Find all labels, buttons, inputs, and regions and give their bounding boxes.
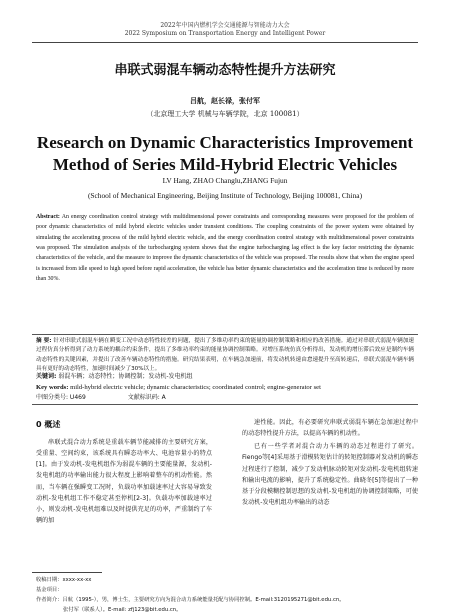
footnote-corresponding: 张付军（联系人）。E-mail: zfj123@bit.edu.cn。 bbox=[63, 607, 182, 613]
conference-name-en: 2022 Symposium on Transportation Energy and Intelligent Power bbox=[124, 30, 326, 37]
abstract-divider bbox=[32, 334, 418, 335]
title-en-line-1: Research on Dynamic Characteristics Improvement bbox=[36, 133, 414, 152]
title-en-line-2: Method of Series Mild-Hybrid Electric Vehicles bbox=[52, 155, 398, 174]
authors-en: LV Hang, ZHAO Changlu,ZHANG Fujun bbox=[162, 176, 288, 185]
body-column-left: 串联式混合动力系统是重载车辆节能减排的主要研究方案，受重量、空间约束，该系统具有瞬态功率大、电池容量小的特点[1]。由于发动机-发电机组作为弱混车辆的主要能量源，发动机-发电机组的功率输出能力很大程度上影响着整车的机动性能。然而，当车辆在强瞬变工况时，负载功率加载速率过大容易导致发动机-发电机组工作不稳定甚至停机[2-3]。负载功率加载速率过小，则发动机-发电机组难以及时提供充足的功率，严重制约了车辆的加 bbox=[36, 439, 212, 525]
keywords-en-label: Key words: bbox=[36, 384, 69, 391]
authors-cn: 吕航，赵长禄，张付军 bbox=[190, 97, 260, 105]
footnote-author-info: 作者简介：吕航（1995-），男，博士生，主要研究方向为混合动力系统能量托配与协同控制。E-mail:3120195271@bit.edu.cn。 bbox=[36, 597, 345, 603]
abstract-en-label: Abstract: bbox=[36, 214, 60, 220]
conference-name-cn: 2022年中国内燃机学会交通能源与智能动力大会 bbox=[160, 22, 290, 29]
title-cn: 串联式弱混车辆动态特性提升方法研究 bbox=[114, 63, 336, 78]
document-code: 文献标识码: A bbox=[127, 394, 166, 401]
footnotes bbox=[36, 575, 416, 615]
footnote-received: 收稿日期：xxxx-xx-xx bbox=[36, 577, 92, 583]
abstract-cn bbox=[36, 337, 414, 374]
abstract-cn-label: 摘 要: bbox=[36, 338, 52, 344]
keywords-cn-label: 关键词: bbox=[36, 373, 57, 380]
footnote-divider bbox=[32, 572, 102, 573]
abstract-en-text: An energy coordination control strategy with multidimensional power constraints and corresponding measures were proposed for the problem of poor dynamic characteristics of mild hybrid electric vehicles under transient conditions. The coupling constraints of the power system were obtained by simulating the accelerating process of the mild hybrid electric vehicle, and the energy coordination control strategy with multidimensional power constraints was proposed. The simulation analysis of the turbocharging system shows that the engine turbocharging lag effect is the key factor restricting the dynamic characteristics of the vehicle, and the measure to improve the dynamic characteristics of the vehicle was proposed. The results show that when the engine speed is increased from idle speed to high speed before rapid acceleration, the vehicle has better dynamic characteristics and the acceleration time is reduced by more than 30%. bbox=[36, 214, 414, 283]
keywords-cn bbox=[36, 372, 414, 381]
title-en bbox=[0, 132, 450, 176]
body-paragraph: 已有一些学者对混合动力车辆的动态过程进行了研究。Fiengo等[4]采用基于滑模转矩估计的转矩控制器对发动机的瞬态过程进行了控制，减少了发动机脉动转矩对发动机-发电机组转速和输出电流的影响，提升了系统稳定性。曲晓冬[5]等提出了一种基于分段模糊控制思想的发动机-发电机组的协调控制策略，可使发动机-发电机组功率输出的动态 bbox=[242, 443, 418, 507]
abstract-cn-text: 针对串联式弱混车辆在瞬变工况中动态特性较差的问题，提出了多维功率约束的能量协调控制策略和相应的改善措施。通过对串联式弱混车辆加速过程仿真分析得到了动力系统的耦合约束条件，提出了多维功率约束的能量协调控制策略。对增压系统仿真分析得出，发动机的增压滞后效应是制约车辆动态特性的关键因素，并提出了改善车辆动态特性的措施。研究结果表明，在车辆急加速前，将发动机转速由怠速提升至高转速后，串联式弱混车辆车辆具有更好的动态特性，加速时间减少了30%以上。 bbox=[36, 338, 414, 372]
keywords-cn-text: 弱混车辆；动态特性；协调控制；发动机-发电机组 bbox=[58, 373, 193, 380]
clc-number: 中图分类号: U469 bbox=[36, 394, 86, 401]
header-divider bbox=[32, 42, 418, 43]
keywords-en-text: mild-hybrid electric vehicle; dynamic characteristics; coordinated control; engine-generator set bbox=[70, 384, 321, 391]
body-paragraph: 速性能。因此，有必要研究串联式弱混车辆在急加速过程中的动态特性提升方法，以提高车辆的机动性。 bbox=[242, 419, 418, 438]
abstract-en bbox=[36, 212, 414, 284]
section-heading: 0 概述 bbox=[36, 420, 61, 429]
classification-row bbox=[36, 393, 414, 402]
running-header bbox=[0, 22, 450, 38]
body-column-right bbox=[242, 417, 418, 508]
affiliation-cn: （北京理工大学 机械与车辆学院，北京 100081） bbox=[146, 110, 304, 118]
keywords-en bbox=[36, 383, 414, 392]
footnote-fund: 基金项目： bbox=[36, 587, 63, 593]
classification-divider bbox=[32, 404, 418, 405]
affiliation-en: (School of Mechanical Engineering, Beijing Institute of Technology, Beijing 100081, China) bbox=[87, 191, 363, 200]
